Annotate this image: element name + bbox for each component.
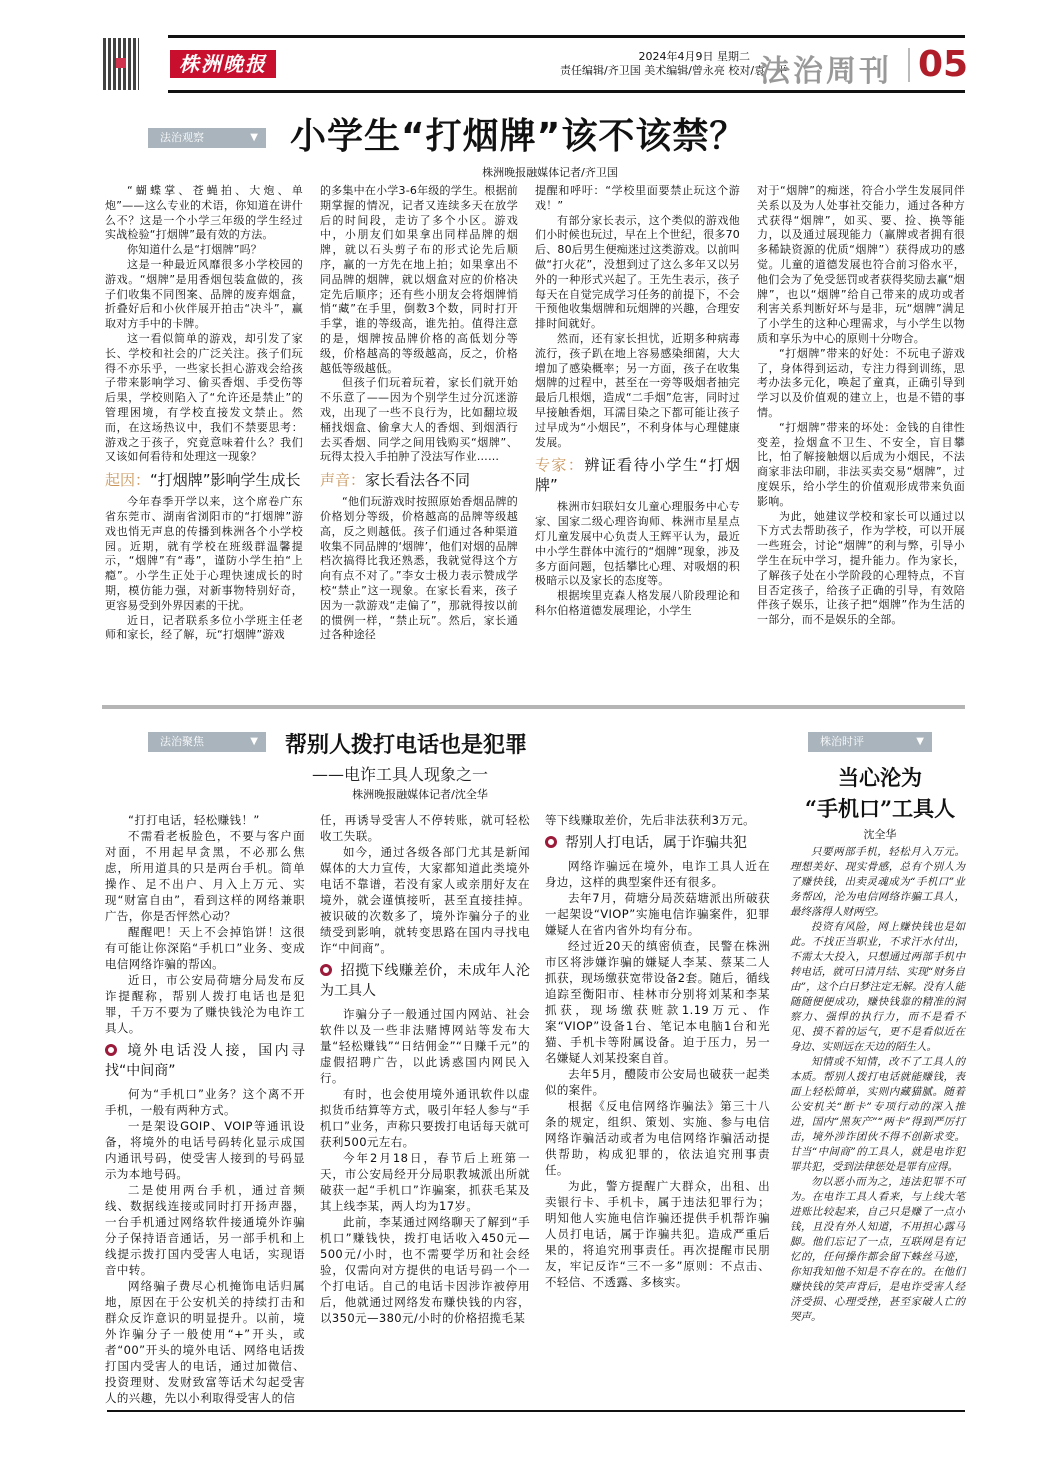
paragraph: 为此，警方提醒广大群众，出租、出卖银行卡、手机卡，属于违法犯罪行为；明知他人实施电信诈骗还提供手机帮诈骗人员打电话，属于诈骗共犯。造成严重后果的，将追究刑事责任。再次提醒市民朋友，牢记反诈“三不一多”原则：不点击、不轻信、不透露、多核实。 [545, 1179, 770, 1289]
paragraph: 为此，她建议学校和家长可以通过以下方式去帮助孩子，作为学校，可以开展一些班会，讨论“烟牌”的利与弊，引导小学生在玩中学习，提升能力。作为家长，了解孩子处在小学阶段的心理特点，不盲目否定孩子，给孩子正确的引导，有效陪伴孩子娱乐，让孩子把“烟牌”作为生活的一部分，而不是娱乐的全部。 [757, 509, 965, 627]
top-col-3 [535, 184, 740, 619]
paragraph: 醒醒吧！天上不会掉馅饼！这很有可能让你深陷“手机口”业务、变成电信网络诈骗的帮凶。 [105, 925, 305, 971]
paragraph: 网络骗子费尽心机掩饰电话归属地，原因在于公安机关的持续打击和群众反诈意识的明显提升。以前，境外诈骗分子一般使用“+”开头，或者“00”开头的境外电话、网络电话拨打国内受害人的电话，通过加微信、投资理财、发财致富等话术勾起受害人的兴趣，先以小利取得受害人的信 [105, 1279, 305, 1405]
paragraph: 提醒和呼吁：“学校里面要禁止玩这个游戏！” [535, 184, 740, 212]
subheading-text: 辨证看待小学生“打烟牌” [535, 456, 740, 495]
subheading-label: 专家： [535, 456, 585, 475]
paragraph: 等下线赚取差价，先后非法获利3万元。 [545, 813, 756, 827]
bottom-col-3 [545, 812, 770, 1290]
editors-credit: 责任编辑/齐卫国 美术编辑/曾永亮 校对/袁一平 [560, 64, 788, 77]
paragraph: 根据《反电信网络诈骗法》第三十八条的规定，组织、策划、实施、参与电信网络诈骗活动或者为电信网络诈骗活动提供帮助，构成犯罪的，依法追究刑事责任。 [545, 1099, 770, 1177]
headline-phone-crime: 帮别人拨打电话也是犯罪 [285, 732, 528, 758]
opinion-author: 沈全华 [863, 828, 897, 841]
subheading-label: 起因： [105, 471, 151, 490]
opinion-headline [795, 762, 965, 824]
paragraph: 只要两部手机，轻松月入万元。理想美好、现实骨感，总有个别人为了赚快钱，出卖灵魂成为“手机口”业务帮凶，沦为电信网络诈骗工具人，最终落得人财两空。 [790, 846, 965, 918]
tag-label: 株治时评 [820, 735, 864, 748]
paragraph: 近日，记者联系多位小学班主任老师和家长，经了解，玩“打烟牌”游戏 [105, 613, 303, 642]
byline: 株洲晚报融媒体记者/沈全华 [352, 788, 488, 801]
circle-bullet-icon [105, 1044, 117, 1056]
issue-date: 2024年4月9日 星期二 [638, 50, 750, 63]
opinion-headline-line-2: “手机口”工具人 [804, 796, 956, 821]
subheading [320, 470, 518, 490]
paragraph: “他们玩游戏时按照原始香烟品牌的价格划分等级，价格越高的品牌等级越高，反之则越低。孩子们通过各种渠道收集不同品牌的‘烟牌’，他们对烟的品牌档次搞得比我还熟悉，我就觉得这个方向有点不对了。”李女士极力表示赞成学校“禁止”这一现象。在家长看来，孩子因为一款游戏“走偏了”，那就得按以前的惯例一样，“禁止玩”。然后，家长通过各种途径 [320, 495, 518, 642]
triangle-down-icon: ▼ [916, 736, 924, 747]
newspaper-logo: 株洲晚报 [170, 50, 276, 78]
paragraph: 知情或不知情，改不了工具人的本质。帮别人拨打电话就能赚钱，表面上轻松简单，实则内藏猫腻。随着公安机关“断卡”专项行动的深入推进，国内“黑灰产”“两卡”得到严厉打击，境外涉诈团伙不得不创新求变。甘当“中间商”的工具人，就是电诈犯罪共犯，受到法律惩处是罪有应得。 [790, 1056, 965, 1173]
paragraph: 然而，还有家长担忧，近期多种病毒流行，孩子趴在地上容易感染细菌，大大增加了感染概率；另一方面，孩子在收集烟牌的过程中，甚至在一旁等吸烟者抽完最后几根烟，造成“二手烟”危害，同时过早接触香烟，耳濡目染之下都可能让孩子过早成为“小烟民”，不利身体与心理健康发展。 [535, 331, 740, 449]
paragraph: 网络诈骗远在境外，电诈工具人近在身边，这样的典型案件还有很多。 [545, 859, 770, 889]
page-bottom-rule [107, 1410, 965, 1412]
paragraph: 这是一种最近风靡很多小学校园的游戏。“烟牌”是用香烟包装盒做的，孩子们收集不同图案、品牌的废弃烟盒，折叠好后和小伙伴展开拍击“决斗”，赢取对方手中的卡牌。 [105, 257, 303, 331]
paragraph: 一是架设GOIP、VOIP等通讯设备，将境外的电话号码转化显示成国内通讯号码，使受害人接到的号码显示为本地号码。 [105, 1119, 305, 1181]
subheading-text: “打烟牌”影响学生成长 [150, 471, 301, 490]
circle-bullet-icon [545, 836, 557, 848]
paragraph: 去年7月，荷塘分局茨菇塘派出所破获一起架设“VIOP”实施电信诈骗案件，犯罪嫌疑人在省内省外均有分布。 [545, 891, 770, 937]
page-number: 05 [918, 44, 969, 85]
paragraph: 根据埃里克森人格发展八阶段理论和科尔伯格道德发展理论，小学生 [535, 589, 740, 617]
bottom-col-2 [320, 812, 530, 1326]
dateline [560, 50, 788, 78]
byline: 株洲晚报融媒体记者/齐卫国 [482, 166, 618, 179]
tag-label: 法治聚焦 [160, 735, 204, 748]
subheading-text: 家长看法各不同 [365, 471, 471, 490]
paragraph: “打烟牌”带来的坏处：金钱的自律性变差，捡烟盒不卫生、不安全，盲目攀比，怕了解接触烟以后成为小烟民，不法商家非法印刷，非法买卖交易“烟牌”，过度娱乐，给小学生的价值观形成带来负面影响。 [757, 420, 965, 508]
paragraph: 不需看老板脸色，不要与客户面对面，不用起早贪黑，不必那么焦虑，所用道具的只是两台手机。简单操作、足不出户、月入上万元、实现“财富自由”，看到这样的网络兼职广告，你是否怦然心动？ [105, 829, 305, 923]
paragraph: 这一看似简单的游戏，却引发了家长、学校和社会的广泛关注。孩子们玩得不亦乐乎，一些家长担心游戏会给孩子带来影响学习、偷买香烟、手受伤等后果，学校则陷入了“允许还是禁止”的管理困境，有学校直接发文禁止。然而，在这场热议中，我们不禁要思考：游戏之于孩子，究竟意味着什么？我们又该如何看待和处理这一现象？ [105, 331, 303, 464]
paragraph: “打打电话，轻松赚钱！” [128, 813, 260, 827]
opinion-headline-line-1: 当心沦为 [838, 765, 922, 790]
triangle-down-icon: ▼ [250, 736, 258, 747]
masthead-top-rule [168, 35, 965, 38]
paragraph: 诈骗分子一般通过国内网站、社会软件以及一些非法赌博网站等发布大量“轻松赚钱”“日结佣金”“日赚千元”的虚假招聘广告，以此诱惑国内网民入行。 [320, 1007, 530, 1085]
bottom-col-1 [105, 812, 305, 1406]
paragraph: “打烟牌”带来的好处：不玩电子游戏了，身体得到运动，专注力得到训练，思考办法多元化，唤起了童真，正确引导到学习以及价值观的建立上，也是不错的事情。 [757, 346, 965, 419]
qr-code [103, 38, 139, 90]
section-tag-law-focus [148, 732, 266, 752]
paragraph: 二是使用两台手机，通过音频线、数据线连接或同时打开扬声器，一台手机通过网络软件接通境外诈骗分子保持语音通话，另一部手机和上线提示拨打国内受害人电话，实现语音中转。 [105, 1183, 305, 1277]
paragraph: 去年5月，醴陵市公安局也破获一起类似的案件。 [545, 1067, 770, 1097]
circle-bullet-icon [320, 964, 332, 976]
subheading [105, 1041, 305, 1081]
paragraph: 近日，市公安局荷塘分局发布反诈提醒称，帮别人拨打电话也是犯罪，千万不要为了赚快钱沦为电诈工具人。 [105, 973, 305, 1035]
tag-label: 法治观察 [160, 131, 204, 144]
paragraph: 何为“手机口”业务？这个离不开手机，一般有两种方式。 [105, 1087, 305, 1117]
paragraph: 株洲市妇联妇女儿童心理服务中心专家、国家二级心理咨询师、株洲市星星点灯儿童发展中心负责人王辉平认为，最近中小学生群体中流行的“烟牌”现象，涉及多方面问题，包括攀比心理、对吸烟的积极暗示以及家长的态度等。 [535, 500, 740, 588]
paragraph: 投资有风险，网上赚快钱也是如此。不找正当职业，不求汗水付出，不需太大投入，只想通过两部手机中转电话，就可日清月结、实现“财务自由”，这个白日梦注定无解。没有人能随随便便成功，赚快钱靠的精准的洞察力、强悍的执行力，而不是看不见、摸不着的运气，更不是看似近在身边、实则远在天边的陌生人。 [790, 921, 965, 1053]
section-divider-rule [102, 705, 965, 709]
subheading [535, 455, 740, 495]
top-col-4 [757, 184, 965, 628]
section-tag-law-observation [148, 128, 266, 148]
section-name: 法治周刊 [760, 54, 892, 89]
paragraph: 有时，也会使用境外通讯软件以虚拟货币结算等方式，吸引年轻人参与“手机口”业务，声称只要拨打电话每天就可获利500元左右。 [320, 1087, 530, 1149]
paragraph: 但孩子们玩着玩着，家长们就开始不乐意了——因为个别学生过分沉迷游戏，出现了一些不良行为，比如翻垃圾桶找烟盒、偷拿大人的香烟、到烟酒行去买香烟、同学之间用钱购买“烟牌”、玩得太投入手拍肿了没法写作业…… [320, 376, 518, 464]
paragraph: 如今，通过各级各部门尤其是新闻媒体的大力宣传，大家都知道此类境外电话不靠谱，若没有家人或亲朋好友在境外，就会谨慎接听，甚至直接挂掉。被识破的次数多了，境外诈骗分子的业绩受到影响，就转变思路在国内寻找电诈“中间商”。 [320, 845, 530, 955]
paragraph: 今年春季开学以来，这个席卷广东省东莞市、湖南省浏阳市的“打烟牌”游戏也悄无声息的传播到株洲各个小学校园。近期，就有学校在班级群温馨提示，“烟牌”有“毒”，谨防小学生拍“上瘾”。小学生正处于心理快速成长的时期，模仿能力强，对新事物特别好奇，更容易受到外界因素的干扰。 [105, 495, 303, 612]
subheading-text: 帮别人打电话，属于诈骗共犯 [565, 835, 747, 851]
section-tag-commentary [808, 732, 932, 752]
subheading [105, 470, 303, 490]
subheading-label: 声音： [320, 471, 366, 490]
masthead-bottom-rule [168, 90, 965, 93]
subheading [545, 833, 770, 853]
top-col-1 [105, 184, 303, 643]
subheading-text: 招揽下线赚差价，未成年人沦为工具人 [320, 963, 530, 999]
paragraph: 有部分家长表示，这个类似的游戏他们小时候也玩过，早在上个世纪，很多70后、80后男生便痴迷过这类游戏。以前叫做“打火花”，没想到过了这么多年又以另外的一种形式兴起了。王先生表示，孩子每天在自觉完成学习任务的前提下，不会干预他收集烟牌和玩烟牌的兴趣，合理安排时间就好。 [535, 213, 740, 331]
paragraph: 今年2月18日，春节后上班第一天，市公安局经开分局职教城派出所就破获一起“手机口”诈骗案，抓获毛某及其上线李某，两人均为17岁。 [320, 1151, 530, 1213]
paragraph: 对于“烟牌”的痴迷，符合小学生发展同伴关系以及为人处事社交能力，通过各种方式获得“烟牌”，如买、要、捡、换等能力，以及通过展现能力（赢牌或者拥有很多稀缺资源的优质“烟牌”）获得成功的感觉。儿童的道德发展也符合前习俗水平，他们会为了免受惩罚或者获得奖励去赢“烟牌”，也以“烟牌”给自己带来的成功或者利害关系判断好坏与是非，玩“烟牌”满足了小学生的这种心理需求，与小学生以物质和享乐为中心的原则十分吻合。 [757, 184, 965, 345]
triangle-down-icon: ▼ [250, 132, 258, 143]
top-col-2 [320, 184, 518, 643]
paragraph: “蝴蝶掌、苍蝇拍、大炮、单炮”——这么专业的术语，你知道在讲什么不？这是一个小学三年级的学生经过实战检验“打烟牌”最有效的方法。 [105, 184, 303, 242]
paragraph: 经过近20天的缜密侦查，民警在株洲市区将涉嫌诈骗的嫌疑人李某、蔡某二人抓获，现场缴获宽带设备2套。随后，循线追踪至衡阳市、桂林市分别将刘某和李某抓获，现场缴获赃款1.19万元、作案“VIOP”设备1台、笔记本电脑1台和光猫、手机卡等附属设备。迫于压力，另一名嫌疑人刘某投案自首。 [545, 939, 770, 1065]
paragraph: 任，再诱导受害人不停转账，就可轻松收工失联。 [320, 813, 530, 843]
headline-smoking-cards: 小学生“打烟牌”该不该禁？ [290, 116, 747, 157]
opinion-col [790, 845, 965, 1325]
paragraph: 的多集中在小学3-6年级的学生。根据前期掌握的情况，记者又连续多天在放学后的时间段，走访了多个小区。游戏中，小朋友们如果拿出同样品牌的烟牌，就以石头剪子布的形式论先后顺序，赢的一方先在地上拍；如果拿出不同品牌的烟牌，就以烟盒对应的价格决定先后顺序；还有些小朋友会将烟牌悄悄“藏”在手里，倒数3个数，同时打开手掌，谁的等级高，谁先拍。值得注意的是，烟牌按品牌价格的高低划分等级，价格越高的等级越高，反之，价格越低等级越低。 [320, 184, 518, 375]
subheading [320, 961, 530, 1001]
subheading-text: 境外电话没人接，国内寻找“中间商” [105, 1043, 305, 1079]
paragraph: 你知道什么是“打烟牌”吗？ [127, 243, 262, 257]
paragraph: 此前，李某通过网络聊天了解到“手机口”赚钱快，拨打电话收入450元—500元/小时，也不需要学历和社会经验，仅需向对方提供的电话号码一个一个打电话。自己的电话卡因涉诈被停用后，他就通过网络发布赚快钱的内容，以350元—380元/小时的价格招揽毛某 [320, 1215, 530, 1325]
paragraph: 勿以恶小而为之，违法犯罪不可为。在电诈工具人看来，与上线大笔进账比较起来，自己只是赚了一点小钱，且没有外人知道，不用担心露马脚。他们忘记了一点，互联网是有记忆的，任何操作都会留下蛛丝马迹，你知我知他不知是不存在的。在他们赚快钱的笑声背后，是电诈受害人经济受损、心理受挫，甚至家破人亡的哭声。 [790, 1176, 965, 1323]
section-divider [908, 48, 910, 82]
subheadline: ——电诈工具人现象之一 [312, 765, 489, 784]
